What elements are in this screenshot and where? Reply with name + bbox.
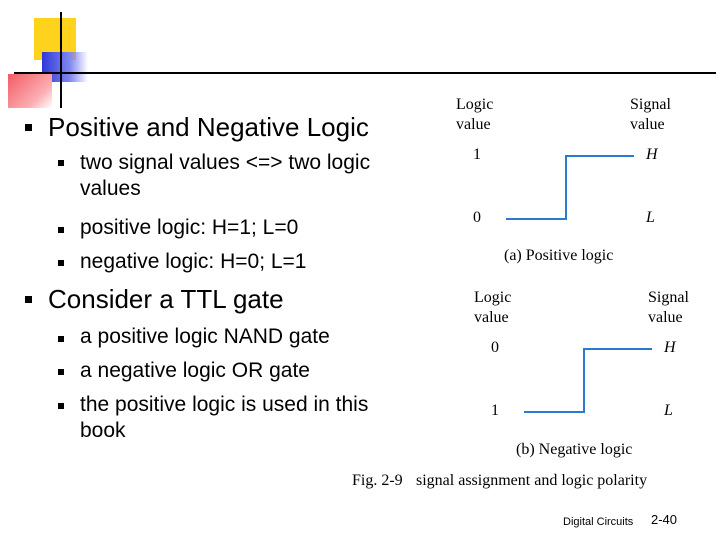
sub-bullet-square (58, 160, 64, 166)
fig-a-signal-low: L (646, 209, 655, 226)
fig-a-caption: (a) Positive logic (504, 247, 614, 264)
footer-course: Digital Circuits (563, 516, 634, 528)
logo-red-square (8, 74, 52, 108)
sub-bullet-square (58, 336, 64, 342)
fig-b-logic-header-2: value (474, 309, 509, 326)
fig-a-waveform (500, 150, 640, 230)
sub-bullet-square (58, 260, 64, 266)
fig-a-signal-header-2: value (630, 116, 665, 133)
fig-b-signal-low: L (664, 402, 673, 419)
sub-bullet-or: a negative logic OR gate (80, 359, 310, 382)
sub-bullet-positive-logic: positive logic: H=1; L=0 (80, 216, 299, 239)
fig-b-waveform (518, 343, 658, 423)
bullet-square (25, 296, 32, 303)
fig-b-signal-header-1: Signal (648, 289, 689, 306)
sub-bullet-nand: a positive logic NAND gate (80, 325, 330, 348)
footer-page-number: 2-40 (651, 512, 678, 527)
bullet-title-ttl-gate: Consider a TTL gate (48, 284, 284, 314)
fig-a-logic-low: 0 (473, 209, 481, 226)
fig-a-logic-high: 1 (473, 146, 481, 163)
fig-b-signal-high: H (664, 339, 676, 356)
sub-bullet-square (58, 227, 64, 233)
fig-b-signal-header-2: value (648, 309, 683, 326)
fig-caption: signal assignment and logic polarity (416, 472, 648, 489)
fig-b-waveform-line (524, 349, 652, 412)
fig-a-logic-header-2: value (456, 116, 491, 133)
fig-b-logic-header-1: Logic (474, 289, 512, 306)
sub-bullet-negative-logic: negative logic: H=0; L=1 (80, 250, 307, 273)
fig-a-signal-high: H (646, 146, 658, 163)
fig-b-logic-low: 1 (491, 402, 499, 419)
fig-a-signal-header-1: Signal (630, 96, 671, 113)
sub-bullet-square (58, 403, 64, 409)
bullet-square (25, 124, 32, 131)
sub-bullet-square (58, 369, 64, 375)
fig-b-caption: (b) Negative logic (516, 441, 633, 458)
fig-a-logic-header-1: Logic (456, 96, 494, 113)
logo-vertical-line (60, 12, 62, 108)
header-divider-line (14, 72, 716, 74)
fig-b-logic-high: 0 (491, 339, 499, 356)
fig-a-waveform-line (506, 156, 634, 219)
sub-bullet-book: the positive logic is used in this book (80, 393, 369, 442)
sub-bullet-two-signal: two signal values <=> two logic values (80, 151, 371, 200)
fig-label: Fig. 2-9 (352, 472, 403, 489)
bullet-title-positive-negative: Positive and Negative Logic (48, 112, 369, 142)
